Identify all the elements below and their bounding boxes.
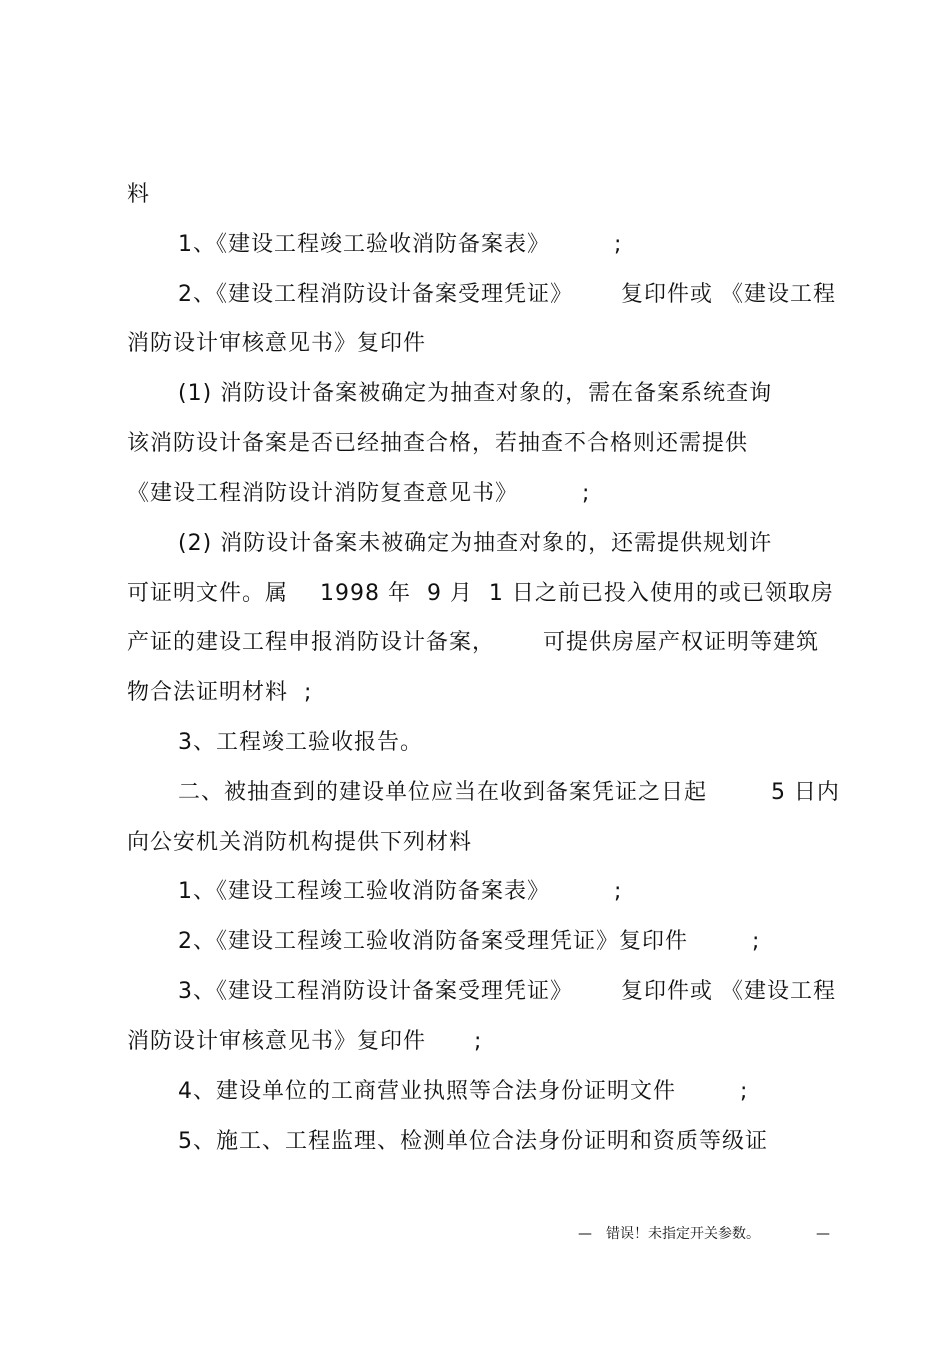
text-line: (1) 消防设计备案被确定为抽查对象的，需在备案系统查询 (178, 381, 773, 406)
text-line: 5、施工、工程监理、检测单位合法身份证明和资质等级证 (178, 1129, 768, 1154)
text-line: 2、《建设工程消防设计备案受理凭证》 复印件或 《建设工程 (178, 282, 836, 307)
text-line: 料 (127, 182, 151, 207)
text-line: 3、《建设工程消防设计备案受理凭证》 复印件或 《建设工程 (178, 979, 836, 1004)
text-line: 消防设计审核意见书》复印件 ; (127, 1029, 483, 1054)
text-line: 2、《建设工程竣工验收消防备案受理凭证》复印件 ; (178, 929, 761, 954)
text-line: 《建设工程消防设计消防复查意见书》 ; (127, 481, 591, 506)
text-line: 该消防设计备案是否已经抽查合格，若抽查不合格则还需提供 (127, 431, 749, 456)
footer-text: 错误！未指定开关参数。 (606, 1226, 760, 1242)
text-line: 产证的建设工程申报消防设计备案， 可提供房屋产权证明等建筑 (127, 630, 819, 655)
footer-left-dash: — (578, 1226, 592, 1242)
text-line: 向公安机关消防机构提供下列材料 (127, 830, 473, 855)
text-line: 1、《建设工程竣工验收消防备案表》 ; (178, 232, 623, 257)
text-line: 消防设计审核意见书》复印件 (127, 331, 427, 356)
text-line: 4、建设单位的工商营业执照等合法身份证明文件 ; (178, 1079, 749, 1104)
text-line: 物合法证明材料 ; (127, 680, 313, 705)
text-line: 3、工程竣工验收报告。 (178, 730, 423, 755)
text-line: 1、《建设工程竣工验收消防备案表》 ; (178, 879, 623, 904)
text-line: (2) 消防设计备案未被确定为抽查对象的，还需提供规划许 (178, 531, 773, 556)
section-heading: 二、被抽查到的建设单位应当在收到备案凭证之日起 5 日内 (178, 780, 840, 805)
footer-right-dash: — (816, 1226, 830, 1242)
text-line: 可证明文件。属 1998 年 9 月 1 日之前已投入使用的或已领取房 (127, 581, 834, 606)
